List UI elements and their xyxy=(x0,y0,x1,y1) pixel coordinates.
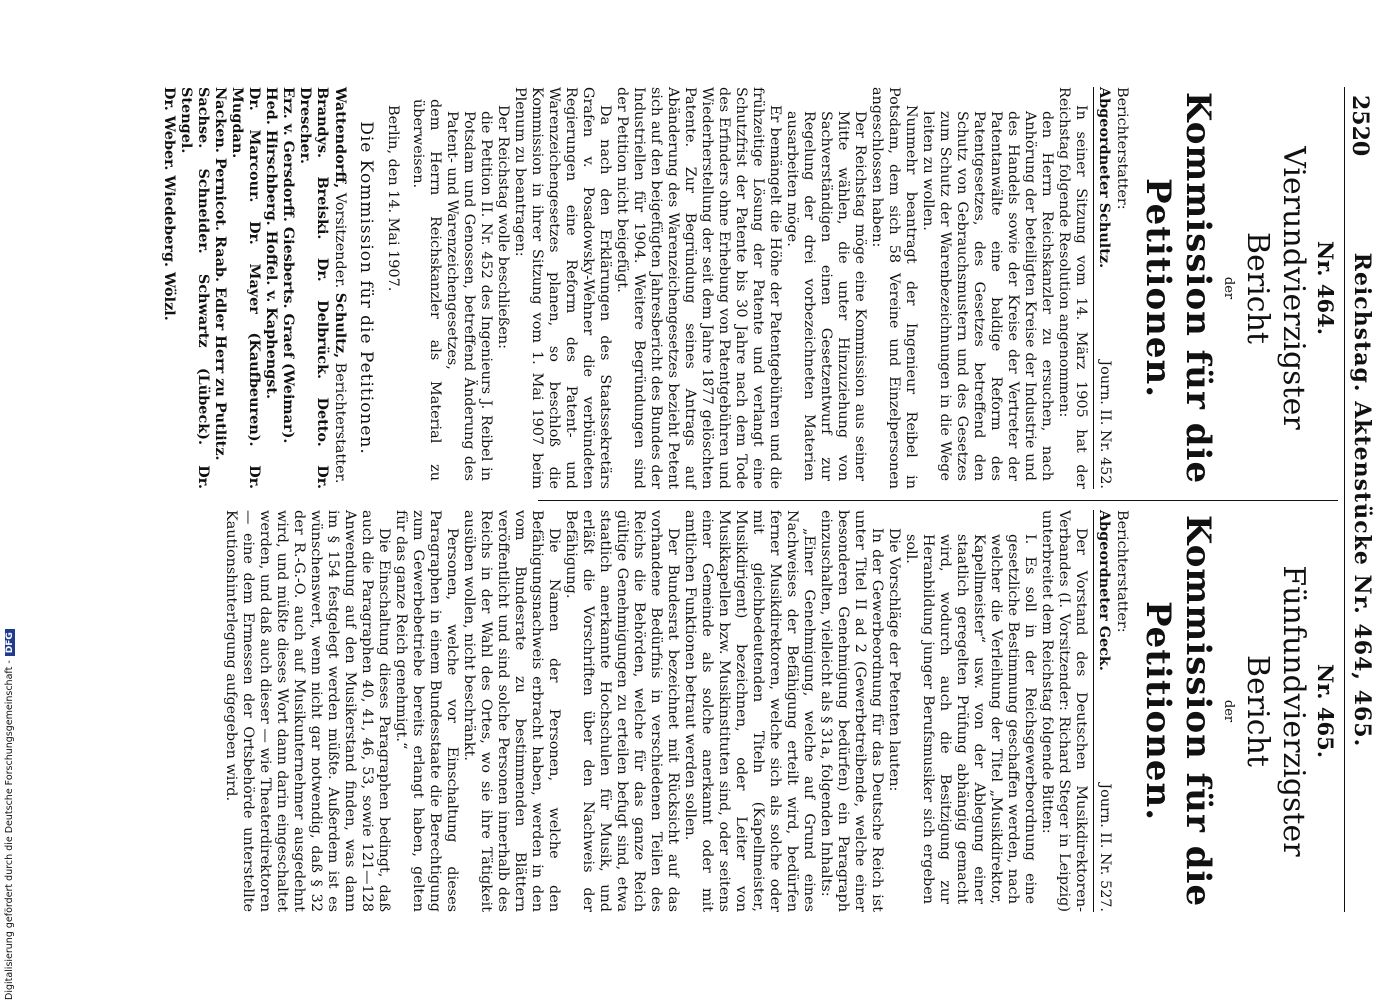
paragraph: In der Gewerbeordnung für das Deutsche Reich ist unter Titel II ad 2 (Gewerbetreibende, welche einer besonderen Genehmigung bedürfen) ein Paragraph einzuschalten, vielleicht als § 31a, folgenden Inhalts: xyxy=(818,510,885,912)
commission-title: Kommission für die Petitionen. xyxy=(1138,514,1218,908)
rapporteur-rule xyxy=(1093,87,1094,489)
decision-text: die Petition II. Nr. 452 des Ingenieurs J. Reibel in Potsdam und Genossen, betreffend Änderung des Patent- und Warenzeichengesetzes, xyxy=(444,111,494,481)
paragraph: Die Namen der Personen, welche den Befähigungsnachweis erbracht haben, werden in den vom Bundesrate zu bestimmenden Blättern veröffentlicht und sind solche Personen innerhalb des Reichs in der Wahl des Ortes, wo sie ihre Tätigkeit ausüben wollen, nicht beschränkt. xyxy=(461,510,562,912)
commission-title: Kommission für die Petitionen. xyxy=(1138,91,1218,485)
column-divider xyxy=(538,500,1338,501)
rapporteur-name: Abgeordneter Schultz. xyxy=(1096,87,1113,269)
rapporteur-name: Abgeordneter Geck. xyxy=(1096,510,1113,671)
paragraph: Der Bundesrat bezeichnet mit Rücksicht auf das vorhandene Bedürfnis in verschiedenen Teilen des Reichs die Behörden, welche für das ganze Reich gültige Genehmigungen zu erteilen befugt sind, etwa staatlich anerkannte Hochschulen für Musik, und erläßt die Vorschriften über den Nachweis der Befähigung. xyxy=(563,510,681,912)
paragraph: Nunmehr beantragt der Ingenieur Reibel in Potsdam, dem sich 58 Vereine und Einzelpersonen angeschlossen haben: xyxy=(869,87,919,489)
report-der: der xyxy=(1221,276,1236,300)
rapporteur-sig: Schultz, xyxy=(332,292,349,359)
signature-line: Sachse. Schneider. Schwartz (Lübeck). Dr. Stengel. xyxy=(178,87,212,489)
running-title: Reichstag. Aktenstücke Nr. 464, 465. xyxy=(1349,252,1375,748)
rapporteur-rule xyxy=(1093,510,1094,912)
journal-number: Journ. II. Nr. 527. xyxy=(1097,783,1113,912)
rapporteur-label: Berichterstatter: xyxy=(1114,510,1130,633)
paragraph: Da nach den Erklärungen des Staatssekretärs Grafen v. Posadowsky-Wehner die verbündeten Regierungen eine Reform des Patent- und Warenzeichengesetzes planen, so beschloß die Kommission in ihrer Sitzung vom 1. Mai 1907 beim Plenum zu beantragen: xyxy=(512,87,613,489)
paragraph: Er bemängelt die Höhe der Patentgebühren und die frühzeitige Lösung der Patente und verlangt eine Schutzfrist der Patente bis 30 Jahre nach dem Tode des Erfinders ohne Erhebung von Patentgebühren und Wiederherstellung der seit dem Jahre 1877 gelöschten Patente. Zur Begründung seines Antrags auf Abänderung des Warenzeichengesetzes bezieht Petent sich auf den beigefügten Jahresbericht des Bundes der Industriellen für 1904. Weitere Begründungen sind der Petition nicht beigefügt. xyxy=(614,87,783,489)
chair-name: Wattendorff, xyxy=(332,87,349,189)
signature-line: Dr. Marcour. Dr. Mayer (Kaufbeuren). Dr. Mugdan. xyxy=(229,87,263,489)
date-line: Berlin, den 14. Mai 1907. xyxy=(385,105,401,292)
signature-line: Hed. Hirschberg. Hoffel. v. Kaphengst. xyxy=(263,87,280,400)
resolution-text: den Herrn Reichskanzler zu ersuchen, nach Anhörung der beteiligten Kreise der Industrie und des Handels sowie der Kreise der Vertreter der Patentanwälte eine baldige Reform des Patentgesetzes, des Gesetzes betreffend den Schutz von Gebrauchsmustern und des Gesetzes zum Schutz der Warenbezeichnungen in die Wege leiten zu wollen. xyxy=(920,111,1055,481)
decision-text: dem Herrn Reichskanzler als Material zu überweisen. xyxy=(410,99,443,481)
paragraph: Die Einschaltung dieses Paragraphen bedingt, daß auch die Paragraphen 40, 41, 46, 53, sowie 121—128 Anwendung auf den Musikerstand finden, was dann im § 154 festgelegt werden müßte. Außerdem ist es wünschenswert, wenn nicht gar notwendig, daß § 32 der R.-G.-O. auch auf Musikunternehmer ausgedehnt wird, und müßte dieses Wort dann darin eingeschaltet werden, und daß auch dieser — wie Theaterdirektoren — eine dem Ermessen der Ortsbehörde unterstellte Kautionshinterlegung aufgegeben wird. xyxy=(223,510,392,912)
petition-request: Der Reichstag möge eine Kommission aus seiner Mitte wählen, die unter Hinzuziehung von Sachverständigen einen Gesetzentwurf zur Regelung der drei vorbezeichneten Materien ausarbeiten möge. xyxy=(784,111,868,481)
dfg-logo: DFG xyxy=(5,629,15,656)
rapporteur-block xyxy=(1096,510,1130,912)
paragraph: In seiner Sitzung vom 14. März 1905 hat der Reichstag folgende Resolution angenommen: xyxy=(1056,87,1089,489)
chair-role: Vorsitzender. xyxy=(332,188,348,293)
digitization-footer xyxy=(4,632,18,1000)
rapporteur-role: Berichterstatter. xyxy=(332,358,348,484)
report-der: der xyxy=(1221,699,1236,723)
rapporteur-block xyxy=(1096,87,1130,489)
paragraph: Der Reichstag wolle beschließen: xyxy=(495,105,511,350)
paragraph: Der Vorstand des Deutschen Musikdirektoren-Verbandes (I. Vorsitzender: Richard Steger in Leipzig) unterbreitet dem Reichstag folgende Bitten: xyxy=(1039,510,1089,912)
signature-line: Nacken. Pernicot. Raab. Edler Herr zu Putlitz. xyxy=(212,87,229,461)
rapporteur-label: Berichterstatter: xyxy=(1114,87,1130,210)
paragraph: „Einer Genehmigung, welche auf Grund eines Nachweises der Befähigung erteilt wird, bedürfen ferner Musikdirektoren, welche sich als solche oder mit gleichbedeutenden Titeln (Kapellmeister, Musikdirigent) bezeichnen, oder Leiter von Musikkapellen bzw. Musikinstituten sind, oder seitens einer Gemeinde als solche anerkannt oder mit amtlichen Funktionen betraut werden sollen. xyxy=(682,510,817,912)
report-465 xyxy=(222,510,1338,912)
page-number: 2520 xyxy=(1347,95,1373,157)
footer-text: Digitalisierung gefördert durch die Deutsche Forschungsgemeinschaft - xyxy=(4,660,15,1000)
signature-line: Dr. Weber. Wiedeberg. Wölzl. xyxy=(161,87,178,321)
report-title: Vierundvierzigster Bericht xyxy=(1240,146,1311,430)
report-number: Nr. 465. xyxy=(1313,663,1338,759)
report-number: Nr. 464. xyxy=(1313,240,1338,336)
signatures xyxy=(161,87,349,489)
request-item: I. Es soll in der Reichsgewerbeordnung eine gesetzliche Bestimmung geschaffen werden, nach welcher die Verleihung der Titel „Musikdirektor, Kapellmeister“ usw. von der Ablegung einer staatlich geregelten Prüfung abhängig gemacht wird, wodurch auch die Besitzigung zur Heranbildung junger Berufsmusiker sich ergeben soll. xyxy=(903,534,1038,904)
signature-line: Brandys. Breiski. Dr. Delbrück. Detto. Dr. Drescher. xyxy=(297,87,331,489)
journal-number: Journ. II. Nr. 452. xyxy=(1097,360,1113,489)
paragraph: Die Vorschläge der Petenten lauten: xyxy=(886,528,902,792)
report-464 xyxy=(161,87,1338,489)
commission-signature-title: Die Kommission für die Petitionen. xyxy=(356,121,376,455)
signature-line: Erz. v. Gersdorff. Giesberts. Graef (Weimar). xyxy=(280,87,297,444)
report-title: Fünfundvierzigster Bericht xyxy=(1240,565,1311,857)
paragraph: Personen, welche vor Einschaltung dieses Paragraphen in einem Bundesstaate die Berechtigung zum Gewerbebetriebe bereits erlangt haben, gelten für das ganze Reich genehmigt.“ xyxy=(393,510,460,912)
header-rule xyxy=(1344,87,1345,912)
